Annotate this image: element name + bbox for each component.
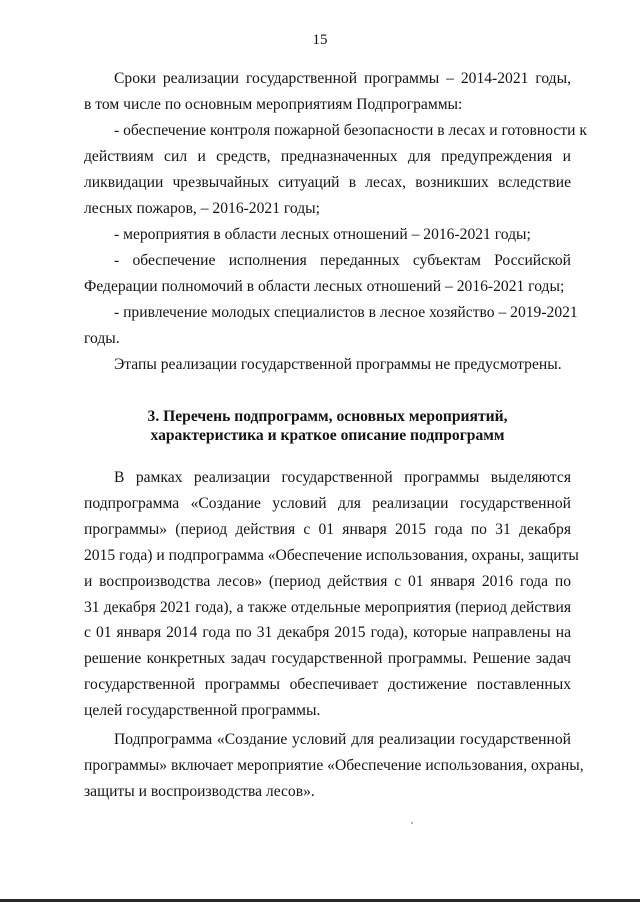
text-line: - привлечение молодых специалистов в лесное хозяйство – 2019-2021	[114, 304, 578, 321]
text-line: программы» (период действия с 01 января 2015 года по 31 декабря	[84, 520, 571, 538]
scan-speck	[411, 822, 413, 824]
text-line: государственной программы обеспечивает достижение поставленных	[84, 676, 571, 694]
text-line: В рамках реализации государственной программы выделяются	[114, 469, 571, 486]
text-line: в том числе по основным мероприятиям Подпрограммы:	[84, 95, 463, 113]
subprogram-activity-paragraph	[84, 727, 584, 805]
text-line: действиям сил и средств, предназначенных для предупреждения и	[84, 147, 571, 165]
section-heading	[84, 407, 571, 445]
young-specialists-item	[84, 300, 578, 352]
program-period-paragraph	[84, 66, 571, 118]
subprograms-paragraph	[84, 465, 579, 724]
text-line: защиты и воспроизводства лесов».	[84, 782, 315, 800]
text-line: Федерации полномочий в области лесных отношений – 2016-2021 годы;	[84, 277, 565, 295]
scan-bottom-edge	[0, 899, 640, 902]
text-line: Подпрограмма «Создание условий для реализации государственной	[114, 731, 571, 748]
text-line: Этапы реализации государственной программы не предусмотрены.	[114, 356, 562, 373]
forest-relations-item	[84, 222, 571, 248]
text-line: и воспроизводства лесов» (период действия с 01 января 2016 года по	[84, 572, 571, 590]
text-line: - обеспечение исполнения переданных субъектам Российской	[114, 252, 571, 269]
heading-line: характеристика и краткое описание подпрограмм	[150, 427, 505, 444]
text-line: решение конкретных задач государственной программы. Решение задач	[84, 650, 571, 668]
fire-safety-item	[84, 118, 587, 222]
text-line: подпрограмма «Создание условий для реализации государственной	[84, 494, 571, 512]
text-line: программы» включает мероприятие «Обеспечение использования, охраны,	[84, 756, 584, 774]
text-line: с 01 января 2014 года по 31 декабря 2015 года), которые направлены на	[84, 624, 571, 642]
text-line: - мероприятия в области лесных отношений – 2016-2021 годы;	[114, 226, 531, 243]
page-number: 15	[312, 32, 328, 48]
stages-paragraph	[84, 352, 571, 378]
text-line: годы.	[84, 329, 120, 347]
heading-line: 3. Перечень подпрограмм, основных мероприятий,	[147, 408, 508, 425]
text-line: - обеспечение контроля пожарной безопасности в лесах и готовности к	[114, 122, 587, 139]
text-line: ликвидации чрезвычайных ситуаций в лесах, возникших вследствие	[84, 173, 571, 191]
text-line: 2015 года) и подпрограмма «Обеспечение использования, охраны, защиты	[84, 546, 579, 564]
text-line: 31 декабря 2021 года), а также отдельные мероприятия (период действия	[84, 598, 571, 616]
text-line: Сроки реализации государственной программы – 2014-2021 годы,	[114, 70, 571, 87]
text-line: лесных пожаров, – 2016-2021 годы;	[84, 199, 320, 217]
powers-execution-item	[84, 248, 571, 300]
text-line: целей государственной программы.	[84, 702, 321, 720]
